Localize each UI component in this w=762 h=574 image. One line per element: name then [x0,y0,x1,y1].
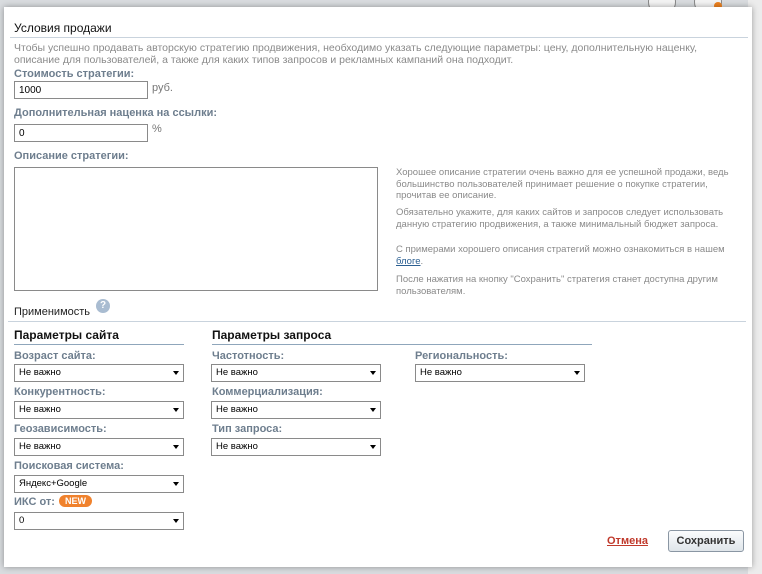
hint-examples-prefix: С примерами хорошего описания стратегий можно ознакомиться в нашем [396,244,725,255]
section-divider [8,321,746,322]
commercial-select[interactable] [211,401,381,419]
geo-value: Не важно [19,441,61,452]
description-textarea[interactable] [14,167,378,291]
hint-paragraph: Обязательно укажите, для каких сайтов и запросов следует использовать данную стратегию продвижения, а также минимальный бюджет запроса. [396,207,724,230]
dropdown-arrow-icon [173,408,179,412]
dropdown-arrow-icon [370,371,376,375]
search-engine-select[interactable] [14,475,184,493]
intro-text: Чтобы успешно продавать авторскую стратегию продвижения, необходимо указать следующие параметры: цену, дополнительную наценку, описание для пользователей, а также для каких типов запросов и рекламных кампаний она подходит. [14,42,698,66]
site-params-title: Параметры сайта [14,328,119,342]
markup-label: Дополнительная наценка на ссылки: [14,107,217,119]
region-value: Не важно [420,367,462,378]
description-label: Описание стратегии: [14,150,129,162]
save-button[interactable]: Сохранить [668,530,744,552]
geo-label: Геозависимость: [14,423,107,435]
frequency-value: Не важно [216,367,258,378]
query-params-title: Параметры запроса [212,328,332,342]
cancel-link[interactable]: Отмена [607,535,648,547]
search-engine-label: Поисковая система: [14,460,124,472]
site-age-label: Возраст сайта: [14,350,96,362]
dropdown-arrow-icon [173,482,179,486]
help-icon[interactable]: ? [96,299,110,313]
dropdown-arrow-icon [173,519,179,523]
hint-paragraph: Хорошее описание стратегии очень важно для ее успешной продажи, ведь большинство пользователей принимает решение о покупке стратегии, прочитав ее описание. [396,167,729,201]
site-age-value: Не важно [19,367,61,378]
query-type-value: Не важно [216,441,258,452]
competition-select[interactable] [14,401,184,419]
search-engine-value: Яндекс+Google [19,478,88,489]
hint-examples [396,244,736,267]
dropdown-arrow-icon [370,445,376,449]
geo-select[interactable] [14,438,184,456]
new-badge: NEW [59,495,92,507]
frequency-label: Частотность: [212,350,285,362]
region-select[interactable] [415,364,585,382]
dropdown-arrow-icon [574,371,580,375]
blog-link[interactable]: блоге [396,255,421,267]
sale-conditions-dialog [4,7,752,567]
hint-examples-suffix: . [420,255,424,267]
commercial-value: Не важно [216,404,258,415]
dropdown-arrow-icon [173,445,179,449]
iks-select[interactable] [14,512,184,530]
frequency-select[interactable] [211,364,381,382]
query-type-select[interactable] [211,438,381,456]
commercial-label: Коммерциализация: [212,386,323,398]
dialog-title: Условия продажи [14,21,112,35]
markup-unit: % [152,123,162,135]
site-age-select[interactable] [14,364,184,382]
iks-value: 0 [19,515,25,526]
applicability-label: Применимость [14,306,91,318]
competition-label: Конкурентность: [14,386,106,398]
markup-input[interactable] [14,124,148,142]
competition-value: Не важно [19,404,61,415]
price-label: Стоимость стратегии: [14,68,135,80]
price-input[interactable] [14,81,148,99]
region-label: Региональность: [415,350,508,362]
iks-label-row [14,495,92,508]
query-params-underline [212,344,592,345]
query-type-label: Тип запроса: [212,423,283,435]
site-params-underline [14,344,184,345]
dropdown-arrow-icon [173,371,179,375]
title-divider [10,37,748,38]
iks-label: ИКС от: [14,496,55,508]
dropdown-arrow-icon [370,408,376,412]
price-unit: руб. [152,82,173,94]
hint-paragraph: После нажатия на кнопку "Сохранить" стратегия станет доступна другим пользователям. [396,274,718,297]
